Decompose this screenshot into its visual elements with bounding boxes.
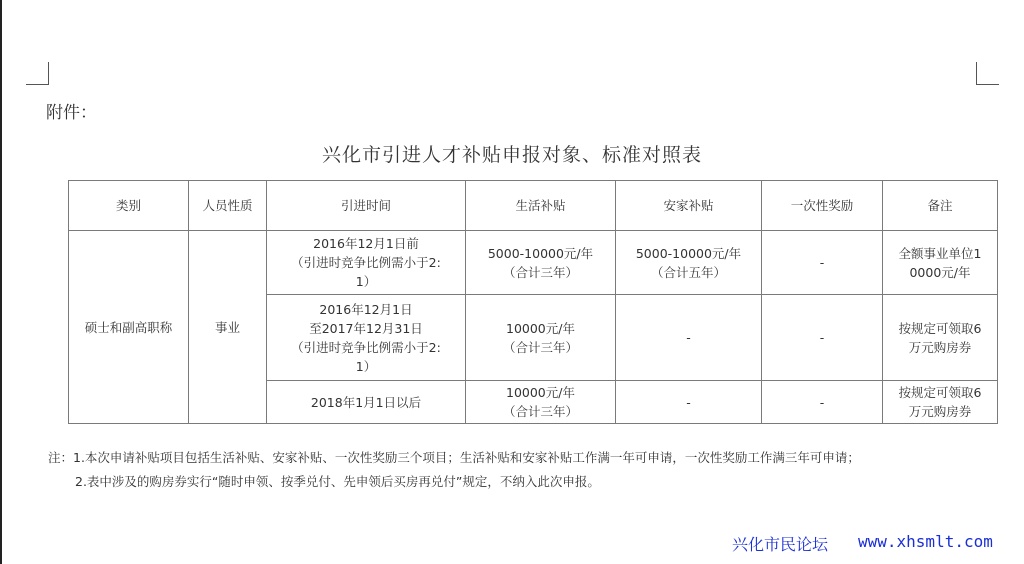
- cell-time-line: 2016年12月1日: [319, 301, 413, 317]
- table-header-row: [69, 181, 998, 231]
- cell-note-line: 万元购房券: [908, 404, 972, 419]
- cell-note-line: 按规定可领取6: [898, 385, 982, 400]
- cell-living-line: （合计三年）: [502, 404, 578, 419]
- cell-reward: -: [762, 231, 883, 295]
- document-title: 兴化市引进人才补贴申报对象、标准对照表: [321, 144, 702, 166]
- note-line-2: 2.表中涉及的购房券实行“随时申领、按季兑付、先申领后买房再兑付”规定，不纳入此次申报。: [75, 474, 600, 489]
- cell-time-line: （引进时竞争比例需小于2:: [291, 255, 441, 270]
- cell-note-line: 按规定可领取6: [898, 320, 982, 336]
- cell-reward: -: [762, 381, 883, 424]
- crop-mark-top-left: [26, 62, 49, 85]
- cell-living-line: （合计三年）: [502, 339, 578, 355]
- cell-home-line: 5000-10000元/年: [635, 245, 742, 261]
- header-note: 备注: [883, 181, 998, 231]
- header-nature: 人员性质: [189, 181, 267, 231]
- cell-time: 2018年1月1日以后: [267, 381, 466, 424]
- cell-home-line: （合计五年）: [650, 264, 726, 280]
- cell-living: [466, 231, 616, 295]
- header-category: 类别: [69, 181, 189, 231]
- header-reward: 一次性奖励: [762, 181, 883, 231]
- cell-home: -: [616, 295, 762, 381]
- table-row: [69, 231, 998, 295]
- cell-time-line: 至2017年12月31日: [309, 320, 423, 336]
- header-home: 安家补贴: [616, 181, 762, 231]
- cell-living: [466, 295, 616, 381]
- cell-time: [267, 295, 466, 381]
- header-time: 引进时间: [267, 181, 466, 231]
- cell-time-line: 1）: [355, 358, 377, 374]
- cell-living-line: 10000元/年: [506, 385, 575, 400]
- note-line-1: 注：1.本次申请补贴项目包括生活补贴、安家补贴、一次性奖励三个项目；生活补贴和安家补贴工作满一年可申请，一次性奖励工作满三年可申请；: [48, 450, 860, 465]
- subsidy-table: [68, 180, 998, 424]
- cell-home: [616, 231, 762, 295]
- cell-category: 硕士和副高职称: [69, 231, 189, 424]
- cell-home: -: [616, 381, 762, 424]
- cell-note-line: 全额事业单位1: [898, 245, 982, 261]
- cell-time-line: （引进时竞争比例需小于2:: [291, 339, 441, 355]
- cell-nature: 事业: [189, 231, 267, 424]
- cell-time: [267, 231, 466, 295]
- cell-note: [883, 295, 998, 381]
- cell-living-line: 10000元/年: [506, 320, 575, 336]
- watermark-url: www.xhsmlt.com: [858, 532, 993, 551]
- cell-reward: -: [762, 295, 883, 381]
- header-living: 生活补贴: [466, 181, 616, 231]
- cell-living: [466, 381, 616, 424]
- crop-mark-top-right: [976, 62, 999, 85]
- cell-living-line: （合计三年）: [502, 264, 578, 280]
- cell-note: [883, 381, 998, 424]
- cell-note: [883, 231, 998, 295]
- cell-time-line: 1）: [355, 274, 377, 289]
- cell-note-line: 万元购房券: [908, 339, 972, 355]
- attachment-label: 附件：: [46, 103, 97, 123]
- cell-note-line: 0000元/年: [909, 264, 971, 280]
- cell-living-line: 5000-10000元/年: [487, 245, 594, 261]
- page-left-edge: [0, 0, 2, 564]
- cell-time-line: 2016年12月1日前: [313, 236, 419, 251]
- notes: [48, 446, 860, 494]
- watermark-forum-name: 兴化市民论坛: [732, 535, 829, 554]
